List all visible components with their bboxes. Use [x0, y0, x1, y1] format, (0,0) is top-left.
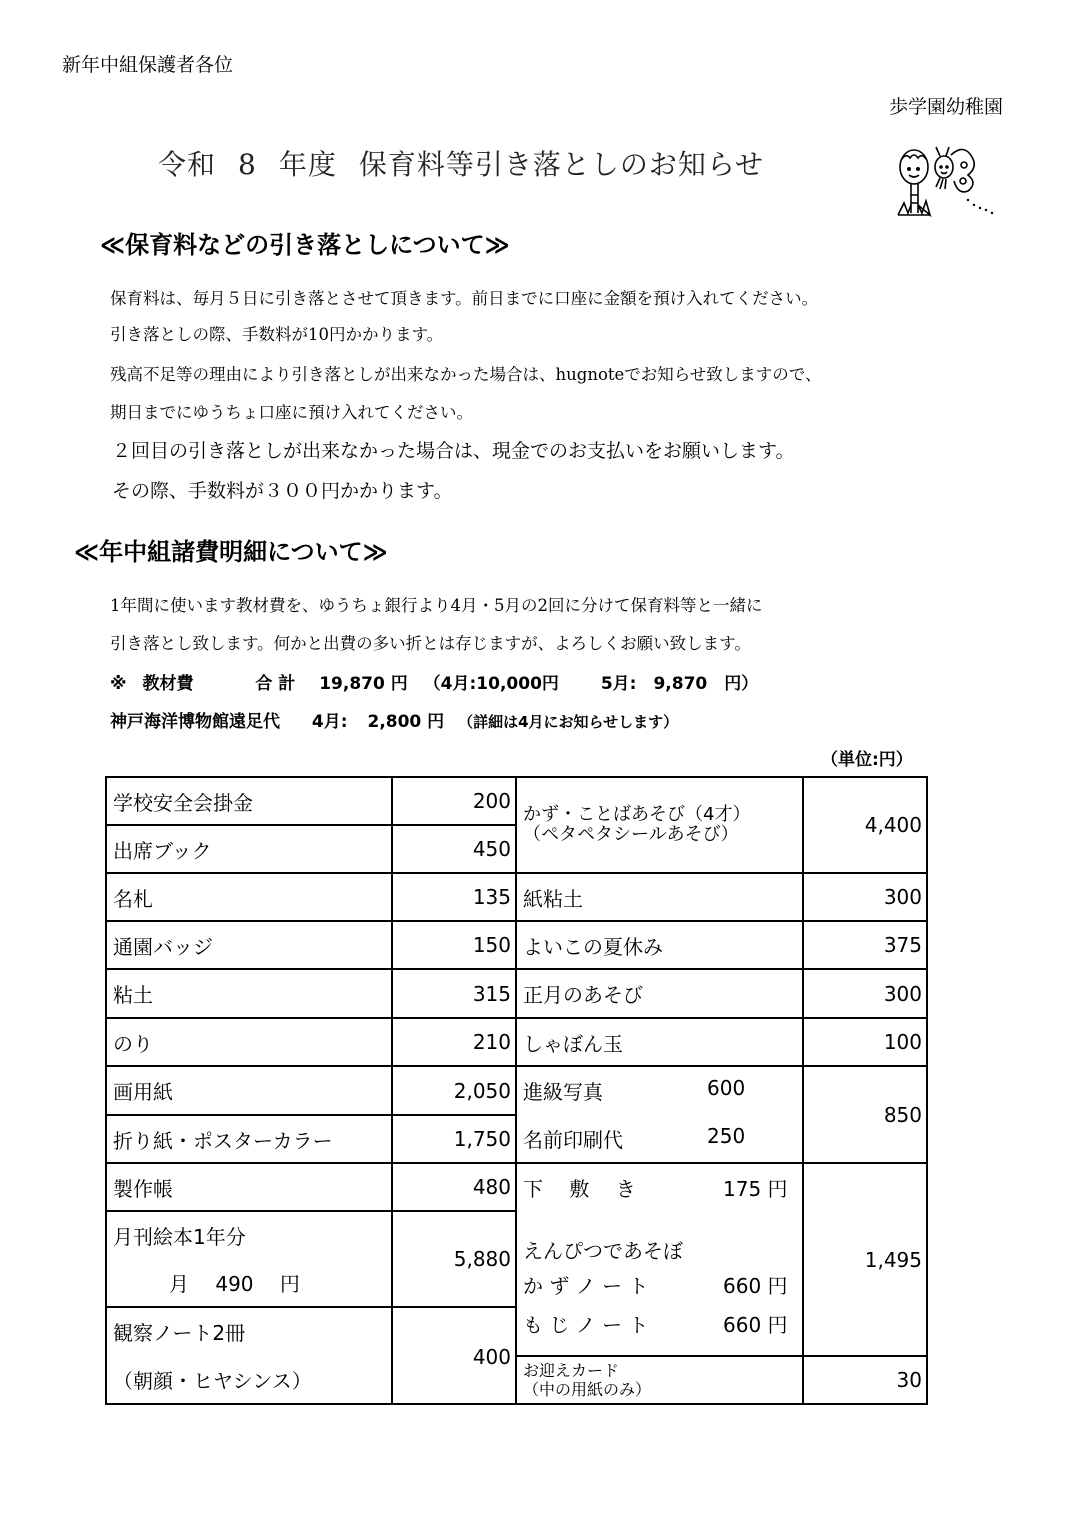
sub-item-price: 175 円 [723, 1176, 788, 1201]
paragraph-line: 期日までにゆうちょ口座に預け入れてください。 [110, 403, 473, 422]
table-row-amount: 5,880 [453, 1247, 511, 1271]
page-title [158, 143, 786, 183]
table-row-amount: 450 [472, 837, 511, 861]
sub-item [523, 1304, 802, 1342]
table-row-item: 通園バッジ [113, 934, 213, 959]
section-heading-fees: ≪年中組諸費明細について≫ [74, 538, 388, 566]
sub-item-price: 660 円 [723, 1312, 788, 1337]
table-row-item: よいこの夏休み [523, 934, 663, 959]
excursion-note: （詳細は4月にお知らせします） [458, 713, 679, 731]
table-row-subtext: （ペタペタシールあそび） [523, 824, 739, 845]
may-amount: 5月: 9,870 円） [600, 674, 759, 694]
sub-item-price: 600 [707, 1076, 746, 1101]
table-row-amount: 480 [472, 1175, 511, 1199]
unit-label: （単位:円） [821, 750, 913, 770]
paragraph-line: 1年間に使います教材費を、ゆうちょ銀行より4月・5月の2回に分けて保育料等と一緒に [110, 596, 763, 615]
table-row-amount: 100 [883, 1030, 922, 1054]
table-row-item: のり [113, 1031, 153, 1056]
total-label: 合 計 [255, 674, 296, 694]
table-row-photo-printing [517, 1067, 802, 1162]
table-row-item: 画用紙 [113, 1080, 173, 1104]
table-row-amount: 150 [472, 933, 511, 957]
school-name: 歩学園幼稚園 [888, 96, 1003, 118]
excursion-amount: 2,800 円 [367, 712, 445, 732]
table-row-amount: 300 [883, 885, 922, 909]
table-row-item: 出席ブック [113, 838, 212, 863]
sub-item-name: も じ ノ ー ト [523, 1312, 649, 1337]
emphasis-line: ２回目の引き落としが出来なかった場合は、現金でのお支払いをお願いします。 [112, 440, 795, 462]
total-amount: 19,870 円 [319, 674, 408, 694]
table-row-amount: 850 [883, 1102, 922, 1127]
table-row-amount: 1,495 [864, 1247, 922, 1272]
table-row-picture-book [107, 1212, 391, 1306]
section-heading-withdrawal: ≪保育料などの引き落としについて≫ [100, 231, 510, 259]
table-row-pickup-card [517, 1357, 802, 1403]
sub-item-name: か ず ノ ー ト [523, 1273, 649, 1298]
paragraph-line: 引き落としの際、手数料が10円かかります。 [110, 325, 444, 344]
table-row-item: 月刊絵本1年分 [113, 1225, 246, 1249]
table-border [926, 776, 928, 1405]
recipient-line: 新年中組保護者各位 [62, 54, 234, 76]
table-row-subtext: 月 490 円 [169, 1272, 300, 1296]
table-row-pencil-set [517, 1164, 802, 1355]
paragraph-line: 残高不足等の理由により引き落としが出来なかった場合は、hugnoteでお知らせ致しますので、 [110, 365, 822, 384]
materials-fee-line [110, 669, 758, 694]
table-row-amount: 2,050 [453, 1078, 511, 1103]
table-row-item: 名札 [113, 886, 153, 911]
sub-item [523, 1076, 802, 1105]
excursion-line [110, 707, 678, 732]
table-row-item: 製作帳 [113, 1176, 173, 1201]
april-amount: （4月:10,000円 [423, 674, 559, 694]
table-row-item: 観察ノート2冊 [113, 1321, 246, 1346]
title-main: 保育料等引き落としのお知らせ [358, 148, 765, 181]
table-row-item: 学校安全会掛金 [113, 790, 253, 815]
table-row-subtext: （朝顔・ヒヤシンス） [113, 1368, 312, 1393]
emphasis-line: その際、手数料が３００円かかります。 [112, 480, 453, 502]
paragraph-line: 保育料は、毎月５日に引き落とさせて頂きます。前日までに口座に金額を預け入れてください。 [110, 289, 819, 308]
sub-item [523, 1164, 802, 1210]
sub-item-name: 進級写真 [523, 1080, 603, 1105]
sub-item [523, 1264, 802, 1304]
table-row-subtext: （中の用紙のみ） [523, 1380, 652, 1399]
table-row-amount: 135 [472, 885, 511, 909]
table-row-amount: 375 [883, 933, 922, 957]
sub-item [523, 1210, 802, 1264]
table-row-amount: 30 [896, 1368, 922, 1392]
title-nendo: 年度 [278, 148, 337, 181]
table-row-kazu-kotoba [517, 778, 802, 872]
table-row-item: お迎えカード [523, 1361, 620, 1380]
title-era: 令和 [158, 148, 217, 181]
table-row-amount: 400 [472, 1345, 511, 1369]
excursion-month: 4月: [311, 712, 348, 732]
table-row-item: 紙粘土 [523, 886, 583, 911]
title-year: 8 [238, 148, 257, 181]
table-row-amount: 200 [472, 789, 511, 813]
table-row-item: 折り紙・ポスターカラー [113, 1128, 333, 1153]
table-row-observation-notes [107, 1308, 391, 1403]
table-row-amount: 1,750 [453, 1127, 511, 1151]
table-row-amount: 4,400 [864, 813, 922, 837]
sub-item-price: 660 円 [723, 1273, 788, 1298]
note-mark: ※ [110, 674, 127, 694]
sub-item-name: 下 敷 き [523, 1176, 636, 1201]
table-row-item: 粘土 [113, 983, 153, 1007]
paragraph-line: 引き落とし致します。何かと出費の多い折とは存じますが、よろしくお願い致します。 [110, 634, 751, 653]
table-row-item: しゃぼん玉 [523, 1031, 623, 1056]
materials-fee-label: 教材費 [142, 674, 194, 694]
sub-item-name: 名前印刷代 [523, 1127, 623, 1152]
sub-item-name: えんぴつであそぼ [523, 1239, 683, 1263]
table-row-amount: 300 [883, 981, 922, 1006]
excursion-label: 神戸海洋博物館遠足代 [110, 712, 280, 732]
table-row-item: かず・ことばあそび（4才） [523, 804, 751, 825]
flower-butterfly-illustration-icon [896, 145, 1006, 225]
table-row-amount: 315 [472, 981, 511, 1006]
table-row-item: 正月のあそび [523, 983, 643, 1007]
sub-item [523, 1124, 802, 1153]
table-row-amount: 210 [472, 1030, 511, 1054]
sub-item-price: 250 [707, 1123, 746, 1148]
